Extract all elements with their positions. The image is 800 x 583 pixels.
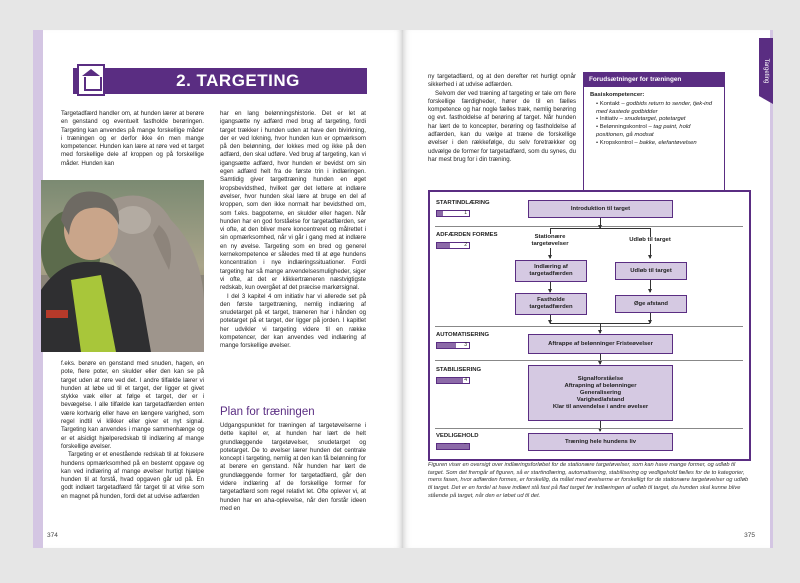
stabilisering-box xyxy=(528,365,673,421)
left-box-indlaering: Indlæring af targetadfærden xyxy=(515,260,587,282)
house-icon xyxy=(77,64,105,96)
chapter-title: 2. TARGETING xyxy=(176,71,300,90)
page-number-left: 374 xyxy=(47,532,58,539)
arrow xyxy=(600,323,601,333)
stage-badge-2: 2 xyxy=(436,242,470,249)
list-item: • Belønningskontrol – tag paint, hold positionen, gå modsat xyxy=(596,124,718,140)
right-box-oge-afstand: Øge afstand xyxy=(615,295,687,313)
stage-divider xyxy=(435,226,743,227)
stab-item: Varighed/afstand xyxy=(576,396,625,403)
right-box-udlob: Udløb til target xyxy=(615,262,687,280)
stage-label-stabilisering: STABILISERING xyxy=(436,367,482,373)
stage-badge-1: 1 xyxy=(436,210,470,217)
arrow xyxy=(600,354,601,364)
left-column-continued: f.eks. berøre en genstand med snuden, hagen, en pote, flere poter, en skulder eller den kan se på target uden at røre ved det. I andre tilfælde lærer vi hunden at løbe ud til et target, der ligger et givet stykke væk eller at følge et target, der er i bevægelse. I alle tilfælde kan targetadfærden enten være kortvarig eller have en længere varighed, som regel indtil vi klikker eller giver et nyt signal. Targeting kan anvendes i mange sammenhænge og er et alsidigt hjælperedskab til indlæring af mange forskellige øvelser. Targeting er et enestående redskab til at fokusere hundens opmærksomhed på en bestemt opgave og kan ved indlæring af mange øvelser hurtigt hjælpe hunden til at forstå, hvad opgaven går ud på. En godt indlært targetadfærd får target til at virke som en magnet på hunden, fordi det at udvise adfærden xyxy=(61,360,204,500)
arrow xyxy=(650,313,651,323)
stage-divider xyxy=(435,428,743,429)
intro-box: Introduktion til target xyxy=(528,200,673,218)
stage-divider xyxy=(435,360,743,361)
right-page xyxy=(403,30,773,548)
arrow xyxy=(550,282,551,292)
left-box-fastholde: Fastholde targetadfærden xyxy=(515,293,587,315)
arrow xyxy=(600,218,601,228)
right-intro-text: ny targetadfærd, og at den derefter ret hurtigt opnår sikkerhed i at udvise adfærden. Selvom der ved træning af targeting er tale om flere forskellige færdigheder, hører de til en fælles kompetence og har nogle fælles træk, nemlig berøring og evt. fastholdelse af berøring af target. Når hunden har lært de to koncepter, berøring og fastholdelse af adfærden, kan du vælge at træne de forskellige øvelser i den rækkefølge, du selv foretrækker og udvælge de former for targetadfærd, som du synes, du har mest brug for i din træning. xyxy=(428,73,576,163)
branch-left-label: Stationære targetøvelser xyxy=(520,234,580,248)
list-item: • Kontakt – godbids return to sender, tjek-ind med kastede godbidder xyxy=(596,101,718,117)
stage-badge-5 xyxy=(436,443,470,450)
right-column-text: har en lang belønningshistorie. Det er let at igangsætte ny adfærd med brug af targeting, fordi target trækker i hunden uden at have den bivirkning, der er ved lokning, hvor hunden kun er opmærksom på den belønning, der lokkes med og ikke på den adfærd, den skal udføre. Ved brug af targeting, kan vi igangsætte adfærd, hvor hunden er bevidst om sin egen adfærd helt fra de første trin i indlæringen. Samtidig giver targettræning hunden en øget kropsbevidsthed, hvilket gør det lettere at indlære øvelser, hvor hunden skal lære at bruge en del af kroppen, som den ikke normalt har bevidsthed om, som f.eks. bagpoterne, en skulder eller hagen. Når hunden har en god forståelse for targetadfærden, ser vi ofte, at den bliver mere koncentreret og målrettet i sin opmærksomhed, når vi går i gang med at indlære en ny øvelse. Targeting som en bred og generel kernekompetence er således med til at øge hundens koncentration i nye indlæringssituationer. Fordi targeting har så mange anvendelsesmuligheder, siger vi ofte, at det er klikkertræneren næstvigtigste redskab, kun overgået af det præcise markørsignal. I del 3 kapitel 4 om initiativ har vi allerede set på den første targettræning, nemlig indlæring af snudetarget på et target, træneren har i hånden og potetarget på et target, der ligger på jorden. I kapitlet her udvikler vi targeting videre til en række kompetencer, der kan anvendes ved indlæring af mange forskellige øvelser. xyxy=(220,110,366,350)
chapter-tab xyxy=(759,38,773,96)
stage-badge-3: 3 xyxy=(436,342,470,349)
book-spread xyxy=(33,30,773,548)
training-flowchart xyxy=(428,190,751,461)
chapter-tab-label: Targeting xyxy=(763,58,769,84)
arrow xyxy=(600,421,601,431)
page-margin-band xyxy=(770,30,773,548)
stage-badge-4: 4 xyxy=(436,377,470,384)
branch-line xyxy=(550,228,650,229)
requirements-box xyxy=(583,72,725,192)
plan-paragraph: Udgangspunktet for træningen af targetøvelserne i dette kapitel er, at hunden har lært de helt grundlæggende targetøvelser, snudetarget og potetarget. De to øvelser lærer hunden det centrale koncept i targeting, nemlig at den kan få belønning for at berøre en genstand. Når hunden har lært de grundlæggende former for targetadfærd, går den videre indlæring af de forskellige former for targetadfærd som regel relativt let. Ofte oplever vi, at hunden har en aha-oplevelse, når den forstår ideen med en xyxy=(220,422,366,512)
left-page xyxy=(33,30,403,548)
stage-label-startindlaering: STARTINDLÆRING xyxy=(436,200,490,206)
section-heading: Plan for træningen xyxy=(220,406,315,418)
figure-caption: Figuren viser en oversigt over indlæringsforløbet for de stationære targetøvelser, som kan have mange former, og udløb til target. Som det fremgår af figuren, så er startindlæring, automatisering, stabilisering og vedligehold fælles for de to kategorier, mens fasen, hvor adfærden formes, er forskellig, da målet med øvelserne er forskelligt for de stationære targetøvelser og udløb til target. Det er en fordel at have indlært stå fast på flad target før indlæringen af udløb til target, da hunden skal kunne blive stående på target, når den er løbet ud til det. xyxy=(428,462,749,499)
stab-item: Signalforståelse xyxy=(577,375,624,382)
branch-right-label: Udløb til target xyxy=(620,237,680,244)
arrow xyxy=(550,315,551,323)
stage-label-automatisering: AUTOMATISERING xyxy=(436,332,490,338)
arrow xyxy=(650,280,651,292)
stage-divider xyxy=(435,326,743,327)
stage-label-vedligehold: VEDLIGEHOLD xyxy=(436,433,479,439)
list-item: • Initiativ – snudetarget, potetarget xyxy=(596,116,718,124)
automatisering-box: Aftrappe af belønninger Fristeøvelser xyxy=(528,334,673,354)
intro-paragraph: Targetadfærd handler om, at hunden lærer at berøre en genstand og eventuelt fastholde berøringen. Targeting kan anvendes på mange forskellige måder i træningen og er derfor ikke én men mange kompetencer. Hunden kan lære at røre ved et target med forskellige dele af kroppen og på forskellige måder. Hunden kan xyxy=(61,110,204,167)
requirements-heading: Basiskompetencer: xyxy=(590,92,645,98)
chapter-tab-wedge xyxy=(759,96,773,104)
stab-item: Generalisering xyxy=(579,389,622,396)
requirements-title: Forudsætninger for træningen xyxy=(584,73,724,87)
trainer-with-dog-photo xyxy=(41,180,204,352)
page-number-right: 375 xyxy=(744,532,755,539)
requirements-list xyxy=(590,101,718,148)
list-item: • Kropskontrol – bakke, elefantøvelsen xyxy=(596,140,718,148)
stab-item: Klar til anvendelse i andre øvelser xyxy=(552,403,649,410)
stab-item: Aftrapning af belønninger xyxy=(564,382,637,389)
stage-label-adfaerden-formes: ADFÆRDEN FORMES xyxy=(436,232,498,238)
vedligehold-box: Træning hele hundens liv xyxy=(528,433,673,451)
